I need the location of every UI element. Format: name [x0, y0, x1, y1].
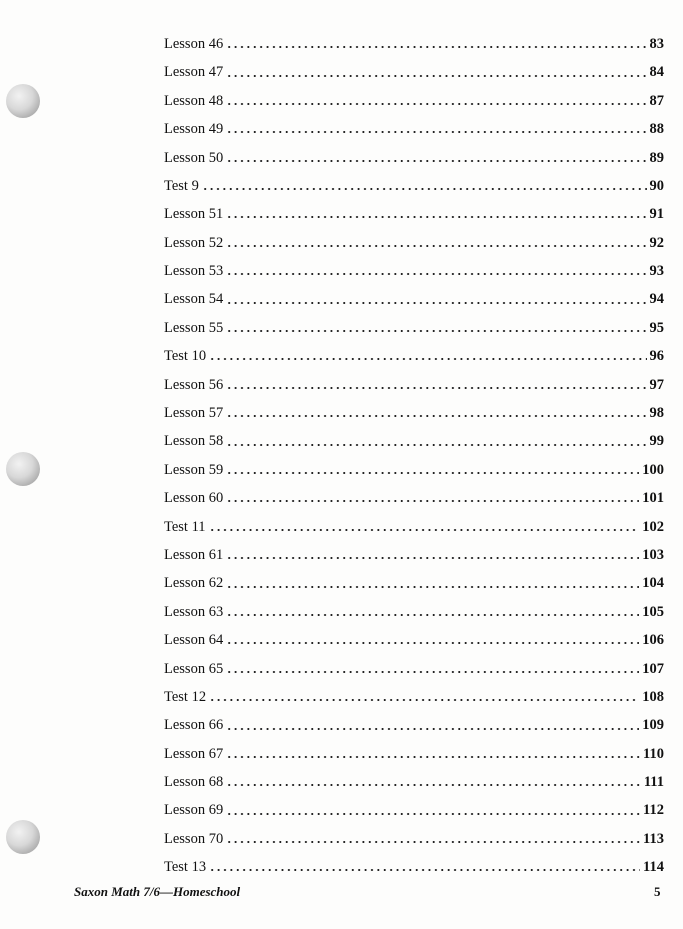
dot-leader — [226, 491, 639, 506]
toc-entry-page-number: 103 — [642, 546, 664, 563]
toc-entry-label: Lesson 70 — [164, 830, 224, 847]
dot-leader — [226, 548, 639, 563]
toc-entry-page-number: 102 — [642, 518, 664, 535]
toc-entry-page-number: 92 — [649, 234, 664, 251]
toc-entry-page-number: 88 — [649, 121, 664, 138]
toc-entry-label: Lesson 69 — [164, 802, 224, 819]
toc-entry-page-number: 105 — [642, 603, 664, 620]
binder-hole-middle — [6, 452, 40, 486]
toc-entry — [164, 371, 664, 399]
toc-entry — [164, 200, 664, 228]
dot-leader — [226, 803, 640, 818]
binder-hole-top — [6, 84, 40, 118]
toc-entry — [164, 172, 664, 200]
dot-leader — [226, 576, 639, 591]
dot-leader — [226, 37, 646, 52]
toc-entry-label: Lesson 63 — [164, 603, 224, 620]
toc-entry — [164, 683, 664, 711]
toc-entry-page-number: 113 — [643, 830, 664, 847]
dot-leader — [226, 605, 639, 620]
toc-entry — [164, 342, 664, 370]
toc-entry-page-number: 84 — [649, 64, 664, 81]
toc-entry-label: Lesson 46 — [164, 35, 224, 52]
dot-leader — [202, 179, 647, 194]
toc-entry — [164, 626, 664, 654]
dot-leader — [209, 349, 646, 364]
toc-entry — [164, 87, 664, 115]
toc-entry — [164, 286, 664, 314]
toc-entry — [164, 399, 664, 427]
toc-entry — [164, 711, 664, 739]
toc-entry — [164, 484, 664, 512]
toc-entry-label: Lesson 64 — [164, 632, 224, 649]
dot-leader — [226, 832, 640, 847]
toc-entry-label: Lesson 59 — [164, 461, 224, 478]
toc-entry-label: Lesson 61 — [164, 546, 224, 563]
dot-leader — [226, 434, 646, 449]
toc-entry-page-number: 94 — [649, 291, 664, 308]
dot-leader — [226, 747, 640, 762]
toc-entry-page-number: 97 — [649, 376, 664, 393]
toc-entry-label: Lesson 48 — [164, 92, 224, 109]
dot-leader — [226, 406, 646, 421]
toc-entry-page-number: 93 — [649, 263, 664, 280]
toc-entry-page-number: 87 — [649, 92, 664, 109]
toc-entry-label: Lesson 67 — [164, 745, 224, 762]
toc-entry — [164, 229, 664, 257]
toc-entry-page-number: 110 — [643, 745, 664, 762]
toc-entry-label: Lesson 62 — [164, 575, 224, 592]
toc-entry — [164, 115, 664, 143]
toc-entry — [164, 541, 664, 569]
dot-leader — [226, 775, 641, 790]
toc-entry-page-number: 98 — [649, 405, 664, 422]
toc-entry-label: Lesson 58 — [164, 433, 224, 450]
dot-leader — [226, 122, 646, 137]
dot-leader — [226, 292, 646, 307]
toc-entry-page-number: 100 — [642, 461, 664, 478]
toc-entry-label: Lesson 56 — [164, 376, 224, 393]
toc-entry-label: Lesson 66 — [164, 717, 224, 734]
toc-entry-label: Lesson 60 — [164, 490, 224, 507]
toc-entry-label: Lesson 54 — [164, 291, 224, 308]
toc-entry — [164, 853, 664, 881]
toc-entry-label: Lesson 68 — [164, 774, 224, 791]
dot-leader — [209, 690, 639, 705]
toc-entry-label: Test 9 — [164, 177, 199, 194]
dot-leader — [226, 662, 639, 677]
dot-leader — [226, 463, 639, 478]
toc-entry — [164, 768, 664, 796]
toc-entry-page-number: 99 — [649, 433, 664, 450]
dot-leader — [226, 94, 646, 109]
toc-entry-page-number: 96 — [649, 348, 664, 365]
toc-entry — [164, 314, 664, 342]
dot-leader — [226, 236, 646, 251]
toc-entry-page-number: 106 — [642, 632, 664, 649]
toc-entry — [164, 598, 664, 626]
toc-entry-page-number: 112 — [643, 802, 664, 819]
toc-entry-page-number: 114 — [643, 859, 664, 876]
toc-entry — [164, 513, 664, 541]
toc-entry — [164, 740, 664, 768]
dot-leader — [226, 264, 646, 279]
toc-entry-page-number: 111 — [643, 774, 664, 791]
toc-entry — [164, 427, 664, 455]
toc-entry-label: Lesson 52 — [164, 234, 224, 251]
dot-leader — [226, 633, 639, 648]
footer-page-number: 5 — [654, 884, 661, 899]
toc-entry-page-number: 109 — [642, 717, 664, 734]
toc-entry-label: Lesson 51 — [164, 206, 224, 223]
binder-hole-bottom — [6, 820, 40, 854]
toc-entry-page-number: 83 — [649, 35, 664, 52]
toc-entry — [164, 569, 664, 597]
toc-entry-label: Lesson 50 — [164, 149, 224, 166]
toc-entry — [164, 30, 664, 58]
toc-entry-label: Test 13 — [164, 859, 207, 876]
toc-entry-label: Test 10 — [164, 348, 207, 365]
toc-entry-page-number: 101 — [642, 490, 664, 507]
toc-entry-page-number: 91 — [649, 206, 664, 223]
toc-entry — [164, 257, 664, 285]
toc-entry — [164, 58, 664, 86]
footer-book-title: Saxon Math 7/6—Homeschool — [74, 884, 241, 899]
toc-entry-label: Lesson 65 — [164, 660, 224, 677]
toc-entry-label: Test 11 — [164, 518, 206, 535]
toc-entry-label: Test 12 — [164, 688, 207, 705]
toc-entry-page-number: 95 — [649, 319, 664, 336]
toc-entry-label: Lesson 49 — [164, 121, 224, 138]
toc-entry — [164, 825, 664, 853]
dot-leader — [209, 520, 640, 535]
toc-entry-page-number: 107 — [642, 660, 664, 677]
toc-entry-label: Lesson 57 — [164, 405, 224, 422]
dot-leader — [226, 718, 639, 733]
dot-leader — [226, 65, 646, 80]
dot-leader — [226, 378, 646, 393]
dot-leader — [226, 207, 646, 222]
table-of-contents — [164, 30, 664, 882]
toc-entry — [164, 655, 664, 683]
toc-entry-page-number: 90 — [649, 177, 664, 194]
dot-leader — [226, 151, 646, 166]
toc-entry — [164, 144, 664, 172]
toc-entry — [164, 456, 664, 484]
toc-entry-label: Lesson 55 — [164, 319, 224, 336]
dot-leader — [226, 321, 646, 336]
toc-entry-label: Lesson 53 — [164, 263, 224, 280]
toc-entry-page-number: 89 — [649, 149, 664, 166]
toc-entry-label: Lesson 47 — [164, 64, 224, 81]
toc-entry-page-number: 104 — [642, 575, 664, 592]
toc-entry-page-number: 108 — [642, 688, 664, 705]
dot-leader — [209, 860, 640, 875]
toc-entry — [164, 797, 664, 825]
